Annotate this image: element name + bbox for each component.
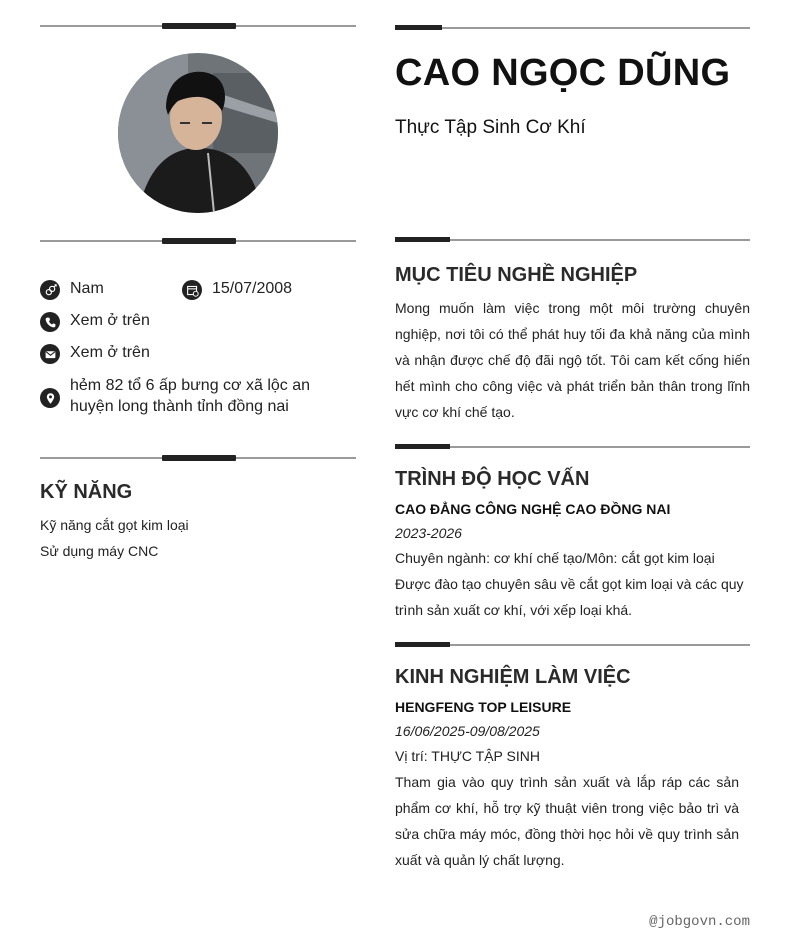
info-phone (40, 312, 150, 332)
skill-item: Kỹ năng cắt gọt kim loại (40, 517, 189, 533)
right-divider-education (395, 446, 750, 448)
objective-heading: MỤC TIÊU NGHỀ NGHIỆP (395, 264, 638, 286)
info-email (40, 344, 150, 364)
experience-period: 16/06/2025-09/08/2025 (395, 723, 540, 739)
experience-description: Tham gia vào quy trình sản xuất và lắp ráp các sản phẩm cơ khí, hỗ trợ kỹ thuật viên trong việc bảo trì và sửa chữa máy móc, đồng thời học hỏi về quy trình sản xuất và quản lý chất lượng. (395, 774, 739, 868)
education-description: Được đào tạo chuyên sâu về cắt gọt kim loại và các quy trình sản xuất cơ khí, với xếp loại khá. (395, 576, 744, 618)
candidate-name: CAO NGỌC DŨNG (395, 52, 731, 94)
calendar-icon (182, 280, 202, 300)
objective-text: Mong muốn làm việc trong một môi trường chuyên nghiệp, nơi tôi có thể phát huy tối đa khả năng của mình và nhận được chế độ đãi ngộ tốt. Tôi cam kết cống hiến hết mình cho công việc và phát triển bản thân trong lĩnh vực cơ khí chế tạo. (395, 300, 750, 420)
gender-icon (40, 280, 60, 300)
info-gender (40, 280, 104, 300)
experience-heading: KINH NGHIỆM LÀM VIỆC (395, 666, 631, 688)
left-divider-photo (40, 240, 356, 242)
right-divider-objective (395, 239, 750, 241)
job-title: Thực Tập Sinh Cơ Khí (395, 117, 586, 138)
email-value: Xem ở trên (70, 344, 150, 361)
school-name: CAO ĐẲNG CÔNG NGHỆ CAO ĐỒNG NAI (395, 501, 671, 517)
address-value: hẻm 82 tổ 6 ấp bưng cơ xã lộc an huyện long thành tỉnh đồng nai (70, 377, 311, 415)
skill-item: Sử dụng máy CNC (40, 543, 159, 559)
email-icon (40, 344, 60, 364)
right-divider-top (395, 27, 750, 29)
company-name: HENGFENG TOP LEISURE (395, 699, 572, 715)
birthdate-value: 15/07/2008 (212, 280, 293, 297)
location-icon (40, 388, 60, 408)
skills-heading: KỸ NĂNG (40, 481, 133, 503)
info-address (40, 375, 356, 417)
phone-value: Xem ở trên (70, 312, 150, 329)
left-divider-top (40, 25, 356, 27)
education-heading: TRÌNH ĐỘ HỌC VẤN (395, 468, 590, 490)
avatar (118, 53, 278, 213)
gender-value: Nam (70, 280, 104, 297)
left-divider-skills (40, 457, 356, 459)
experience-position: Vị trí: THỰC TẬP SINH (395, 748, 540, 764)
education-major: Chuyên ngành: cơ khí chế tạo/Môn: cắt gọt kim loại (395, 550, 715, 566)
education-period: 2023-2026 (395, 525, 462, 541)
phone-icon (40, 312, 60, 332)
right-divider-experience (395, 644, 750, 646)
footer-watermark: @jobgovn.com (649, 914, 750, 930)
info-birthdate (182, 280, 292, 300)
